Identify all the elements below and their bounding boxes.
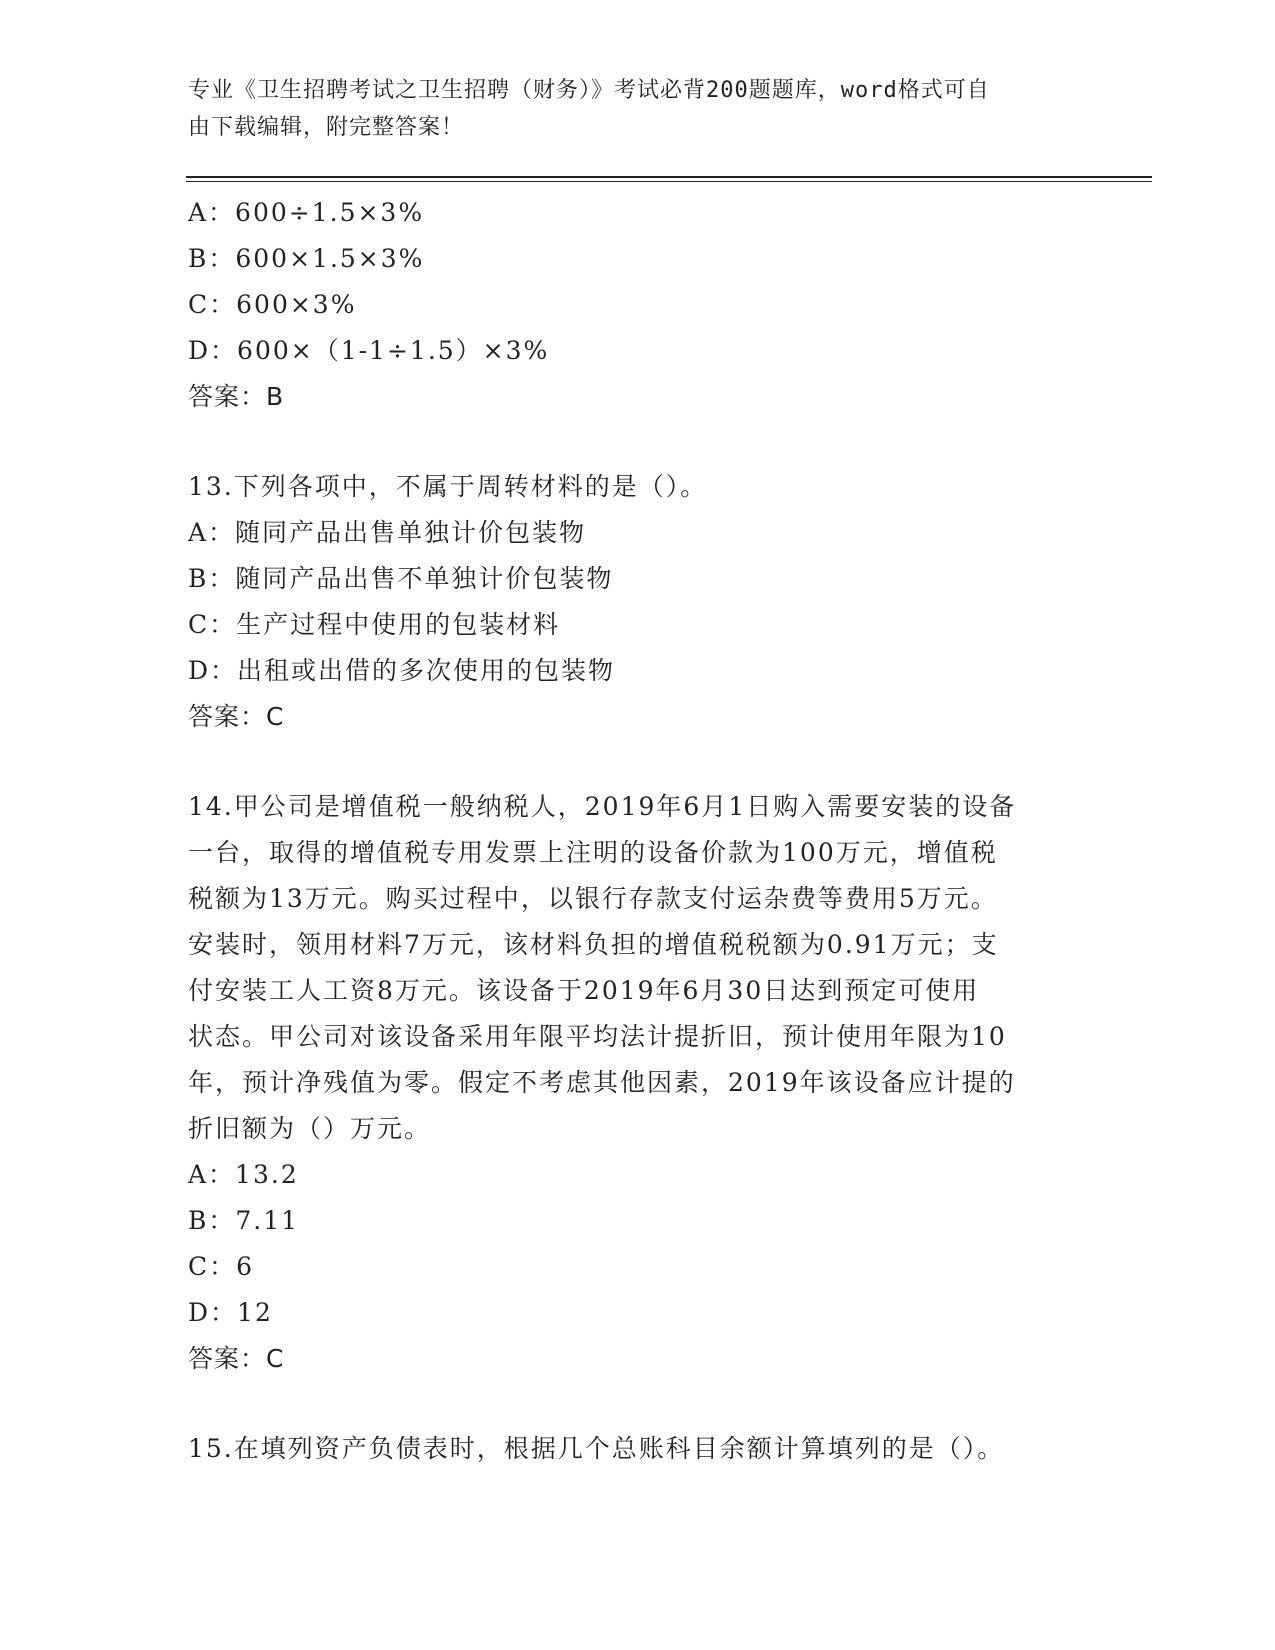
option-b: B：600×1.5×3% [188,244,425,273]
stem-line: 状态。甲公司对该设备采用年限平均法计提折旧，预计使用年限为10 [188,1022,1007,1051]
header-line-2: 由下载编辑，附完整答案！ [188,115,465,140]
option-b: B：随同产品出售不单独计价包装物 [188,564,614,593]
question-13 [188,464,1088,740]
stem-line: 一台，取得的增值税专用发票上注明的设备价款为100万元，增值税 [188,838,998,867]
stem-line: 年，预计净残值为零。假定不考虑其他因素，2019年该设备应计提的 [188,1068,1016,1097]
header-divider-thick [186,176,1152,178]
question-stem [188,784,1088,1152]
option-a: A：13.2 [188,1160,299,1189]
option-a: A：600÷1.5×3% [188,198,425,227]
question-gap [188,740,1088,784]
header-divider-thin [186,181,1152,182]
option-c: C：600×3% [188,290,357,319]
question-stem: 15.在填列资产负债表时，根据几个总账科目余额计算填列的是（）。 [188,1434,1005,1463]
option-c: C：6 [188,1252,255,1281]
stem-line: 折旧额为（）万元。 [188,1114,432,1143]
question-12 [188,190,1088,420]
document-header [188,72,1068,146]
answer: 答案：B [188,382,285,411]
answer: 答案：C [188,702,285,731]
stem-line: 14.甲公司是增值税一般纳税人，2019年6月1日购入需要安装的设备 [188,792,1017,821]
question-15 [188,1426,1088,1472]
option-d: D：600×（1-1÷1.5）×3% [188,336,550,365]
option-b: B：7.11 [188,1206,300,1235]
question-gap [188,1382,1088,1426]
stem-line: 付安装工人工资8万元。该设备于2019年6月30日达到预定可使用 [188,976,980,1005]
question-stem: 13.下列各项中，不属于周转材料的是（）。 [188,472,708,501]
question-list [188,190,1088,1472]
header-line-1: 专业《卫生招聘考试之卫生招聘（财务）》考试必背200题题库，word格式可自 [188,78,990,103]
option-a: A：随同产品出售单独计价包装物 [188,518,587,547]
stem-line: 安装时，领用材料7万元，该材料负担的增值税税额为0.91万元；支 [188,930,999,959]
question-gap [188,420,1088,464]
option-d: D：出租或出借的多次使用的包装物 [188,656,616,685]
question-14 [188,784,1088,1382]
option-d: D：12 [188,1298,273,1327]
answer: 答案：C [188,1344,285,1373]
option-c: C：生产过程中使用的包装材料 [188,610,561,639]
stem-line: 税额为13万元。购买过程中，以银行存款支付运杂费等费用5万元。 [188,884,998,913]
